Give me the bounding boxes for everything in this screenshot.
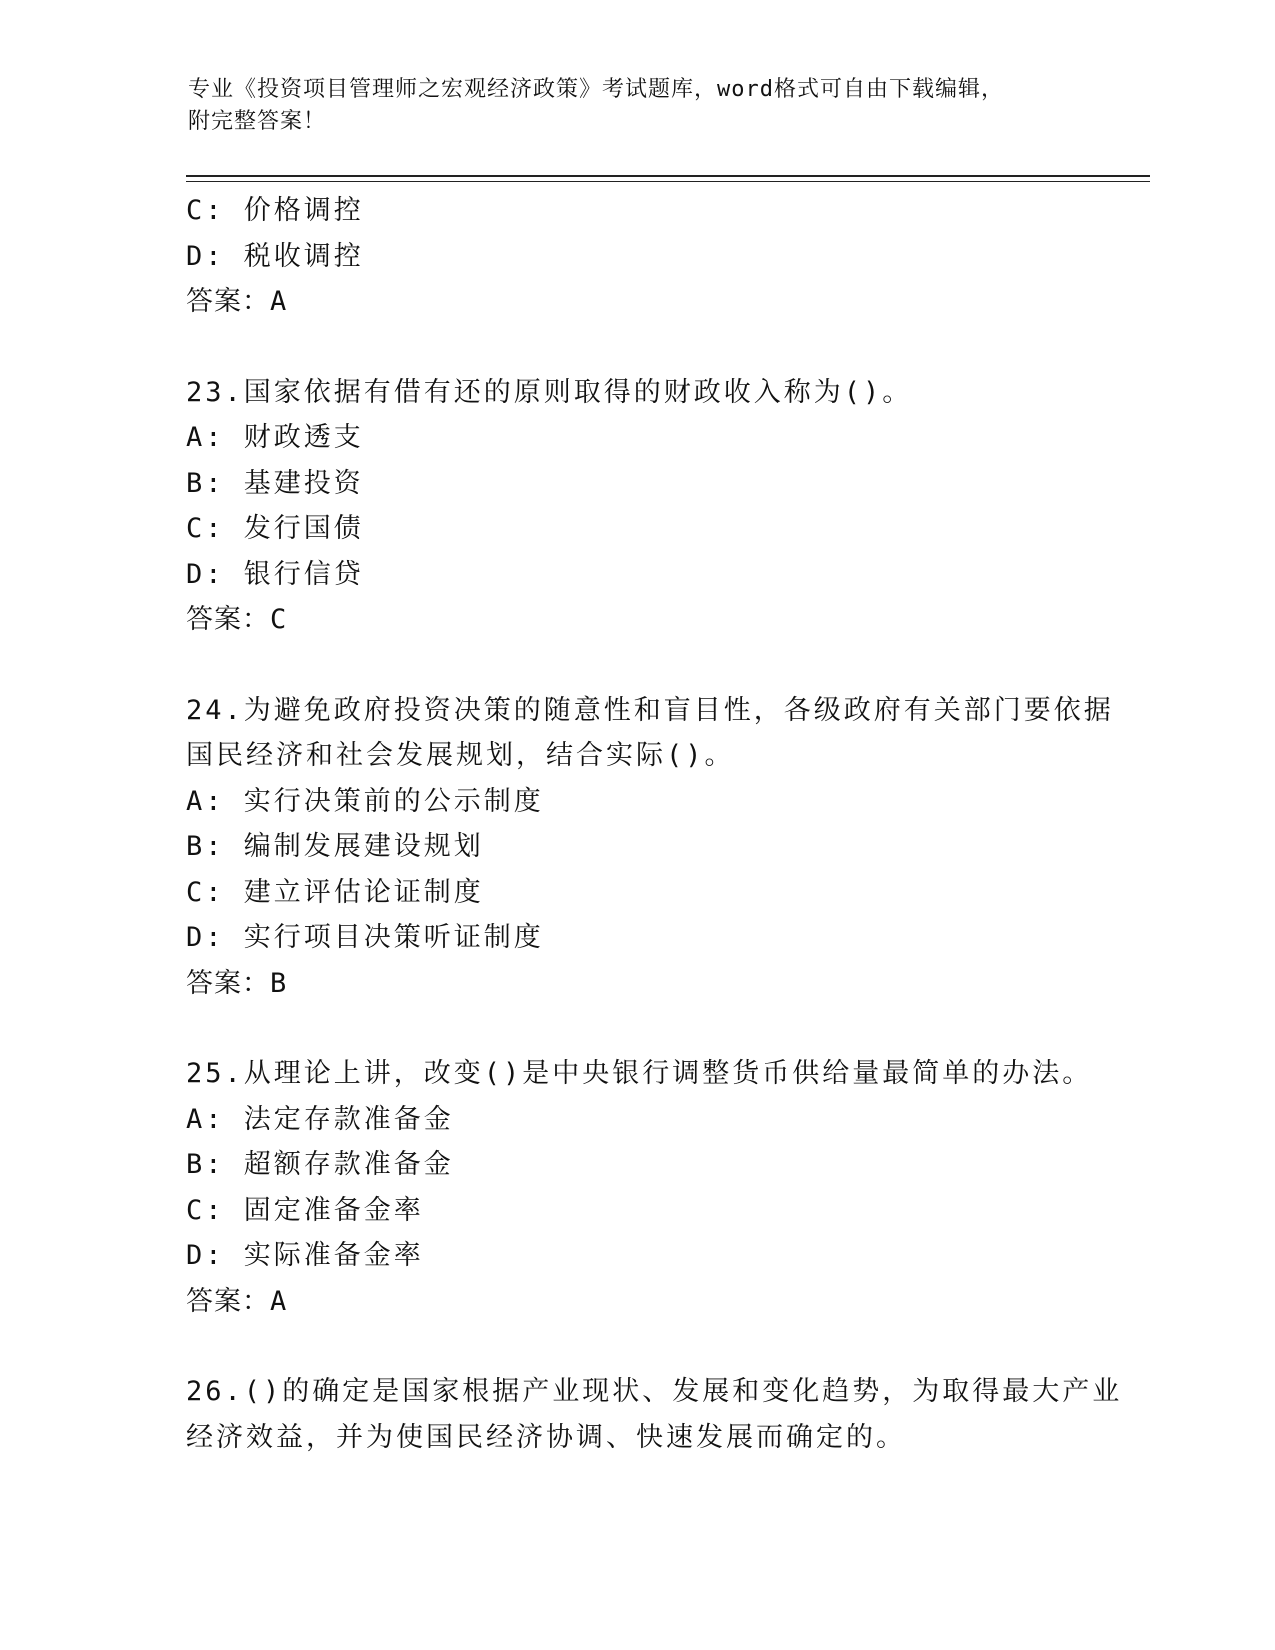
header-divider-thick	[186, 175, 1150, 177]
header-note	[188, 74, 1068, 138]
option-d: D: 实行项目决策听证制度	[186, 922, 544, 953]
question-stem-line-1: 26.()的确定是国家根据产业现状、发展和变化趋势，为取得最大产业	[186, 1376, 1123, 1407]
answer: 答案：A	[186, 1285, 288, 1317]
option-c: C: 建立评估论证制度	[186, 876, 484, 908]
answer: 答案：A	[186, 286, 288, 317]
spacer	[186, 1006, 1086, 1051]
option-d: D: 银行信贷	[186, 558, 364, 590]
spacer	[186, 325, 1086, 370]
answer: 答案：C	[186, 604, 288, 635]
option-d: D: 实际准备金率	[186, 1240, 424, 1271]
option-c: C: 价格调控	[186, 195, 364, 226]
spacer	[186, 1324, 1086, 1369]
question-23	[186, 370, 1086, 643]
option-b: B: 编制发展建设规划	[186, 831, 484, 862]
option-a: A: 法定存款准备金	[186, 1103, 454, 1135]
option-a: A: 实行决策前的公示制度	[186, 785, 544, 817]
header-line-2: 附完整答案！	[188, 109, 327, 134]
option-d: D: 税收调控	[186, 240, 364, 272]
question-stem: 25.从理论上讲，改变()是中央银行调整货币供给量最简单的办法。	[186, 1058, 1093, 1089]
question-24	[186, 688, 1114, 1007]
option-b: B: 基建投资	[186, 467, 364, 499]
option-b: B: 超额存款准备金	[186, 1149, 454, 1180]
question-25	[186, 1051, 1093, 1324]
header-divider-thin	[186, 181, 1150, 182]
option-c: C: 发行国债	[186, 513, 364, 544]
question-stem-line-2: 国民经济和社会发展规划，结合实际()。	[186, 740, 735, 771]
answer: 答案：B	[186, 967, 288, 999]
option-c: C: 固定准备金率	[186, 1194, 424, 1226]
question-stem-line-1: 24.为避免政府投资决策的随意性和盲目性，各级政府有关部门要依据	[186, 694, 1114, 726]
header-line-1: 专业《投资项目管理师之宏观经济政策》考试题库，word格式可自由下载编辑，	[188, 77, 1004, 102]
question-26	[186, 1369, 1123, 1460]
question-stem: 23.国家依据有借有还的原则取得的财政收入称为()。	[186, 376, 913, 408]
question-list	[186, 188, 1123, 1460]
spacer	[186, 643, 1086, 688]
option-a: A: 财政透支	[186, 422, 364, 453]
question-stem-line-2: 经济效益，并为使国民经济协调、快速发展而确定的。	[186, 1421, 906, 1453]
question-22-tail	[186, 188, 1086, 325]
